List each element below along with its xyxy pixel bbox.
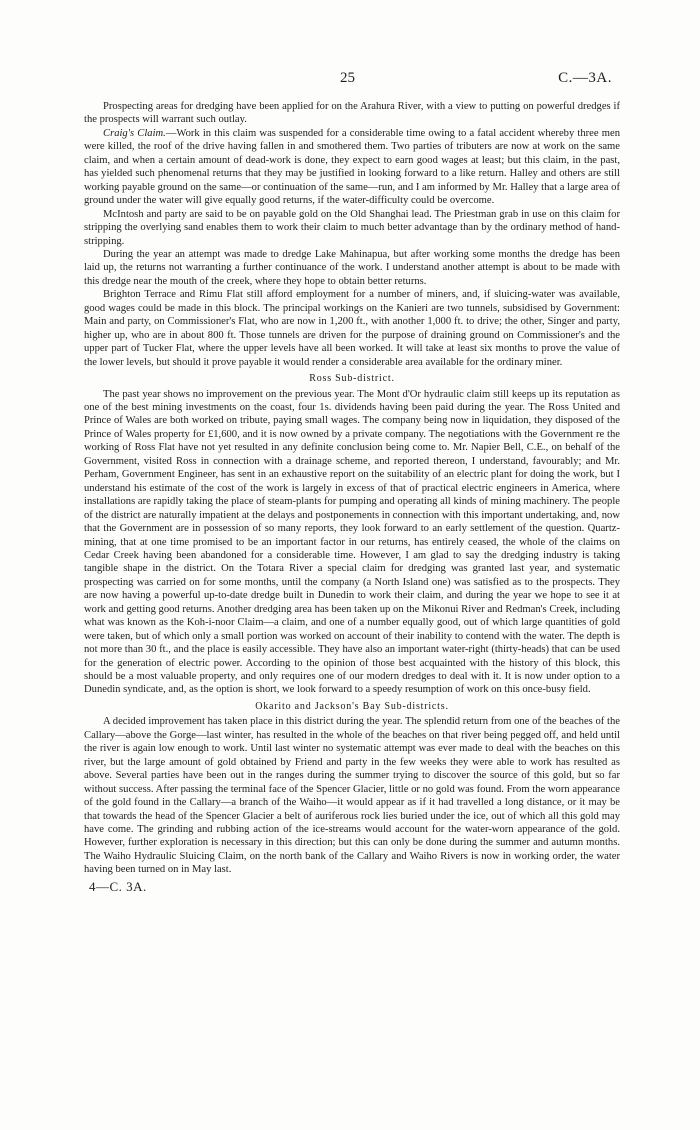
section-heading-okarito: Okarito and Jackson's Bay Sub-districts.: [255, 700, 449, 712]
paragraph-ross: The past year shows no improvement on the previous year. The Mont d'Or hydraulic claim still keeps up its reputation as one of the best mining investments on the coast, four 1s. dividends having been paid during the year. The Ross United and Prince of Wales are both worked on tribute, paying small wages. The company being now in liquidation, they disposed of the Prince of Wales property for £1,600, and it is now owned by a private company. The negotiations with the Government re the working of Ross Flat have not yet resulted in any definite conclusion being come to. Mr. Napier Bell, C.E., on behalf of the Government, visited Ross in connection with a drainage scheme, and reported thereon, I understand, favourably; and Mr. Perham, Government Engineer, has sent in an exhaustive report on the suitability of an electric plant for doing the work, but I understand his estimate of the cost of the work is largely in excess of that of practical electric engineers in America, where installations are rapidly taking the place of steam-plants for pumping and operating all kinds of mining machinery. The people of the district are naturally impatient at the delays and postponements in connection with this important undertaking, and, now that the Government are in possession of so many reports, they look forward to an early settlement of the question. Quartz-mining, that at one time promised to be an important factor in our returns, has entirely ceased, the whole of the claims on Cedar Creek having been abandoned for a considerable time. However, I am glad to say the dredging industry is taking tangible shape in the district. On the Totara River a special claim for dredging was granted last year, and systematic prospecting was carried on for some months, until the company (a North Island one) was satisfied as to the prospects. They are now having a powerful up-to-date dredge built in Dunedin to work their claim, and during the year we hope to see it at work and getting good returns. Another dredging area has been taken up on the Mikonui River and Redman's Creek, including what was known as the Koh-i-noor Claim—a claim, and one of a number equally good, out of which large quantities of gold were taken, but of which only a small portion was worked on account of their inability to contend with the water. The depth is not more than 30 ft., and the place is easily accessible. They have also an important water-right (thirty-heads) that can be used for the generation of electric power. According to the opinion of those best acquainted with the history of this block, this should be a most valuable property, and only requires one of our modern dredges to deal with it. It is now under option to a Dunedin syndicate, and, as the option is short, we look forward to a speedy resumption of work on this once-busy field.: [84, 388, 620, 696]
section-heading-ross: Ross Sub-district.: [309, 373, 395, 385]
claim-title: Craig's Claim.: [103, 127, 166, 139]
paragraph-arahura: Prospecting areas for dredging have been applied for on the Arahura River, with a view to putting on powerful dredges if the prospects will warrant such outlay.: [84, 101, 620, 126]
claim-text: —Work in this claim was suspended for a considerable time owing to a fatal accident whereby three men were killed, the roof of the drive having fallen in and smothered them. Two parties of tributers are now at work on the same claim, and when a certain amount of dead-work is done, they expect to earn good wages at least; but this claim, in the past, has yielded such phenomenal returns that they may be justified in looking forward to a like return. Halley and others are still working payable ground on the same—or continuation of the same—run, and I am informed by Mr. Halley that a large area of ground under the water will give equally good returns, if the water-difficulty could be overcome.: [84, 127, 620, 207]
signature-mark: 4—C. 3A.: [89, 878, 147, 894]
document-reference: C.—3A.: [558, 70, 612, 86]
page-number: 25: [340, 70, 355, 86]
paragraph-okarito: A decided improvement has taken place in this district during the year. The splendid return from one of the beaches of the Callary—above the Gorge—last winter, has resulted in the whole of the beaches on that river being pegged off, and held until the river is again low enough to work. Until last winter no systematic attempt was ever made to deal with the beaches on this river, but the large amount of gold obtained by Friend and party in the few weeks they were able to work has resulted as above. Several parties have been out in the ranges during the summer trying to discover the source of this gold, but so far without success. After passing the terminal face of the Spencer Glacier, little or no gold was found. From the worn appearance of the gold found in the Callary—a branch of the Waiho—it would appear as if it had travelled a long distance, or it may be that towards the head of the Spencer Glacier a belt of auriferous rock lies buried under the ice, out of which all this gold may have come. The grinding and rubbing action of the ice-streams would account for the water-worn appearance of the gold. However, further exploration is necessary in this direction; but this can only be done during the summer and autumn months. The Waiho Hydraulic Sluicing Claim, on the north bank of the Callary and Waiho Rivers is now in working order, the water having been turned on in May last.: [84, 716, 620, 876]
document-body: [84, 100, 620, 893]
page-header: [0, 70, 700, 90]
paragraph-mahinapua: During the year an attempt was made to dredge Lake Mahinapua, but after working some months the dredge has been laid up, the returns not warranting a further continuance of the work. I understand another attempt is about to be made with this dredge near the mouth of the creek, where they hope to obtain better returns.: [84, 248, 620, 287]
paragraph-mcintosh: McIntosh and party are said to be on payable gold on the Old Shanghai lead. The Priestman grab in use on this claim for stripping the overlying sand enables them to work their claim to much better advantage than by the ordinary method of hand-stripping.: [84, 208, 620, 247]
paragraph-craigs-claim: [84, 127, 620, 208]
paragraph-brighton: Brighton Terrace and Rimu Flat still afford employment for a number of miners, and, if sluicing-water was available, good wages could be made in this block. The principal workings on the Kanieri are two tunnels, subsidised by Government: Main and party, on Commissioner's Flat, who are now in 1,200 ft., with another 1,000 ft. to drive; the other, Singer and party, higher up, who are in about 800 ft. Those tunnels are driven for the purpose of draining ground on Commissioner's and the upper part of Tucker Flat, where the upper levels have all been worked. It will take at least six months to prove the value of the lower levels, but should it prove payable it would render a considerable area available for the ordinary miner.: [84, 289, 620, 368]
